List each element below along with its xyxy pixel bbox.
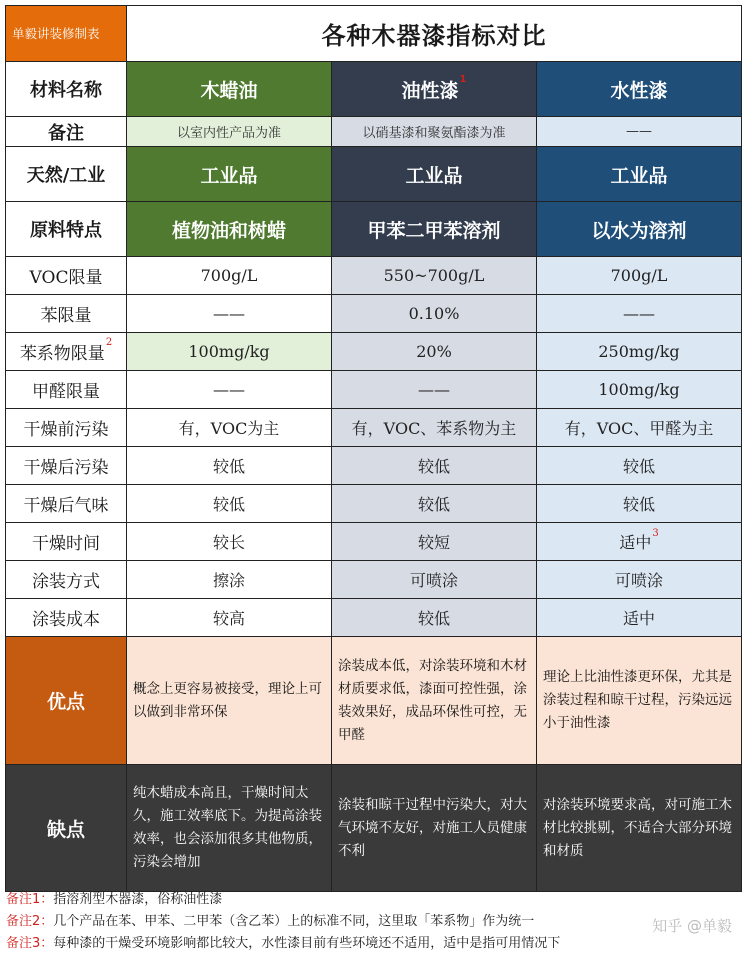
table-title: 各种木器漆指标对比 xyxy=(127,6,742,62)
row-label-method: 涂装方式 xyxy=(6,561,127,599)
comparison-table xyxy=(5,5,742,892)
post-dry-cell: 较低 xyxy=(332,447,537,485)
column-header-oil-paint: 油性漆$^1$ xyxy=(332,62,537,117)
watermark: 知乎 @单毅 xyxy=(652,917,732,935)
voc-cell: 700g/L xyxy=(537,257,742,295)
row-label-remark: 备注 xyxy=(6,117,127,147)
pros-cell: 概念上更容易被接受，理论上可以做到非常环保 xyxy=(127,637,332,765)
footnote-2: 备注2：几个产品在苯、甲苯、二甲苯（含乙苯）上的标准不同，这里取「苯系物」作为统一 xyxy=(6,914,535,929)
benzene-series-cell: 250mg/kg xyxy=(537,333,742,371)
footnote-3: 备注3：每种漆的干燥受环境影响都比较大，水性漆目前有些环境还不适用，适中是指可用情况下 xyxy=(6,936,561,951)
remark-row xyxy=(6,117,742,147)
odor-cell: 较低 xyxy=(537,485,742,523)
row-label-pros: 优点 xyxy=(6,637,127,765)
pre-dry-cell: 有，VOC为主 xyxy=(127,409,332,447)
row-label-natural: 天然/工业 xyxy=(6,147,127,202)
dry-time-cell: 适中$^3$ xyxy=(537,523,742,561)
footnotes xyxy=(6,889,738,955)
row-label-odor: 干燥后气味 xyxy=(6,485,127,523)
post-dry-cell: 较低 xyxy=(537,447,742,485)
formaldehyde-row xyxy=(6,371,742,409)
row-label-formaldehyde: 甲醛限量 xyxy=(6,371,127,409)
cost-row xyxy=(6,599,742,637)
material-row xyxy=(6,62,742,117)
row-label-feature: 原料特点 xyxy=(6,202,127,257)
odor-row xyxy=(6,485,742,523)
benzene-cell: 0.10% xyxy=(332,295,537,333)
remark-cell: 以硝基漆和聚氨酯漆为准 xyxy=(332,117,537,147)
row-label-post-dry: 干燥后污染 xyxy=(6,447,127,485)
feature-row xyxy=(6,202,742,257)
pros-cell: 理论上比油性漆更环保，尤其是涂装过程和晾干过程，污染远远小于油性漆 xyxy=(537,637,742,765)
formaldehyde-cell: —— xyxy=(127,371,332,409)
row-label-cost: 涂装成本 xyxy=(6,599,127,637)
natural-cell: 工业品 xyxy=(537,147,742,202)
method-row xyxy=(6,561,742,599)
footnote-1: 备注1：指溶剂型木器漆，俗称油性漆 xyxy=(6,892,223,907)
cost-cell: 适中 xyxy=(537,599,742,637)
post-dry-cell: 较低 xyxy=(127,447,332,485)
natural-cell: 工业品 xyxy=(332,147,537,202)
row-label-material: 材料名称 xyxy=(6,62,127,117)
pre-dry-row xyxy=(6,409,742,447)
benzene-series-cell: 20% xyxy=(332,333,537,371)
remark-cell: —— xyxy=(537,117,742,147)
row-label-benzene: 苯限量 xyxy=(6,295,127,333)
footnote-ref-1: 1 xyxy=(459,73,467,85)
feature-cell: 植物油和树蜡 xyxy=(127,202,332,257)
cons-row xyxy=(6,765,742,892)
pre-dry-cell: 有，VOC、苯系物为主 xyxy=(332,409,537,447)
footnote-ref-3: 3 xyxy=(652,528,659,539)
dry-time-cell: 较长 xyxy=(127,523,332,561)
dry-time-row xyxy=(6,523,742,561)
remark-cell: 以室内性产品为准 xyxy=(127,117,332,147)
title-row xyxy=(6,6,742,62)
method-cell: 可喷涂 xyxy=(332,561,537,599)
benzene-cell: —— xyxy=(127,295,332,333)
post-dry-row xyxy=(6,447,742,485)
row-label-cons: 缺点 xyxy=(6,765,127,892)
natural-row xyxy=(6,147,742,202)
odor-cell: 较低 xyxy=(127,485,332,523)
method-cell: 可喷涂 xyxy=(537,561,742,599)
pros-cell: 涂装成本低，对涂装环境和木材材质要求低，漆面可控性强，涂装效果好，成品环保性可控，无甲醛 xyxy=(332,637,537,765)
odor-cell: 较低 xyxy=(332,485,537,523)
feature-cell: 以水为溶剂 xyxy=(537,202,742,257)
benzene-series-row xyxy=(6,333,742,371)
benzene-cell: —— xyxy=(537,295,742,333)
voc-cell: 550~700g/L xyxy=(332,257,537,295)
row-label-voc: VOC限量 xyxy=(6,257,127,295)
column-header-water-paint: 水性漆 xyxy=(537,62,742,117)
voc-row xyxy=(6,257,742,295)
natural-cell: 工业品 xyxy=(127,147,332,202)
row-label-pre-dry: 干燥前污染 xyxy=(6,409,127,447)
dry-time-cell: 较短 xyxy=(332,523,537,561)
cost-cell: 较低 xyxy=(332,599,537,637)
pre-dry-cell: 有，VOC、甲醛为主 xyxy=(537,409,742,447)
pros-row xyxy=(6,637,742,765)
cons-cell: 对涂装环境要求高，对可施工木材比较挑剔，不适合大部分环境和材质 xyxy=(537,765,742,892)
row-label-dry-time: 干燥时间 xyxy=(6,523,127,561)
cost-cell: 较高 xyxy=(127,599,332,637)
benzene-series-cell: 100mg/kg xyxy=(127,333,332,371)
benzene-row xyxy=(6,295,742,333)
voc-cell: 700g/L xyxy=(127,257,332,295)
cons-cell: 涂装和晾干过程中污染大，对大气环境不友好，对施工人员健康不利 xyxy=(332,765,537,892)
formaldehyde-cell: 100mg/kg xyxy=(537,371,742,409)
cons-cell: 纯木蜡成本高且，干燥时间太久，施工效率底下。为提高涂装效率，也会添加很多其他物质，污染会增加 xyxy=(127,765,332,892)
feature-cell: 甲苯二甲苯溶剂 xyxy=(332,202,537,257)
method-cell: 擦涂 xyxy=(127,561,332,599)
author-label: 单毅讲装修制表 xyxy=(6,6,127,62)
footnote-ref-2: 2 xyxy=(105,337,113,348)
formaldehyde-cell: —— xyxy=(332,371,537,409)
column-header-wood-wax-oil: 木蜡油 xyxy=(127,62,332,117)
row-label-benzene-series: 苯系物限量$^2$ xyxy=(6,333,127,371)
